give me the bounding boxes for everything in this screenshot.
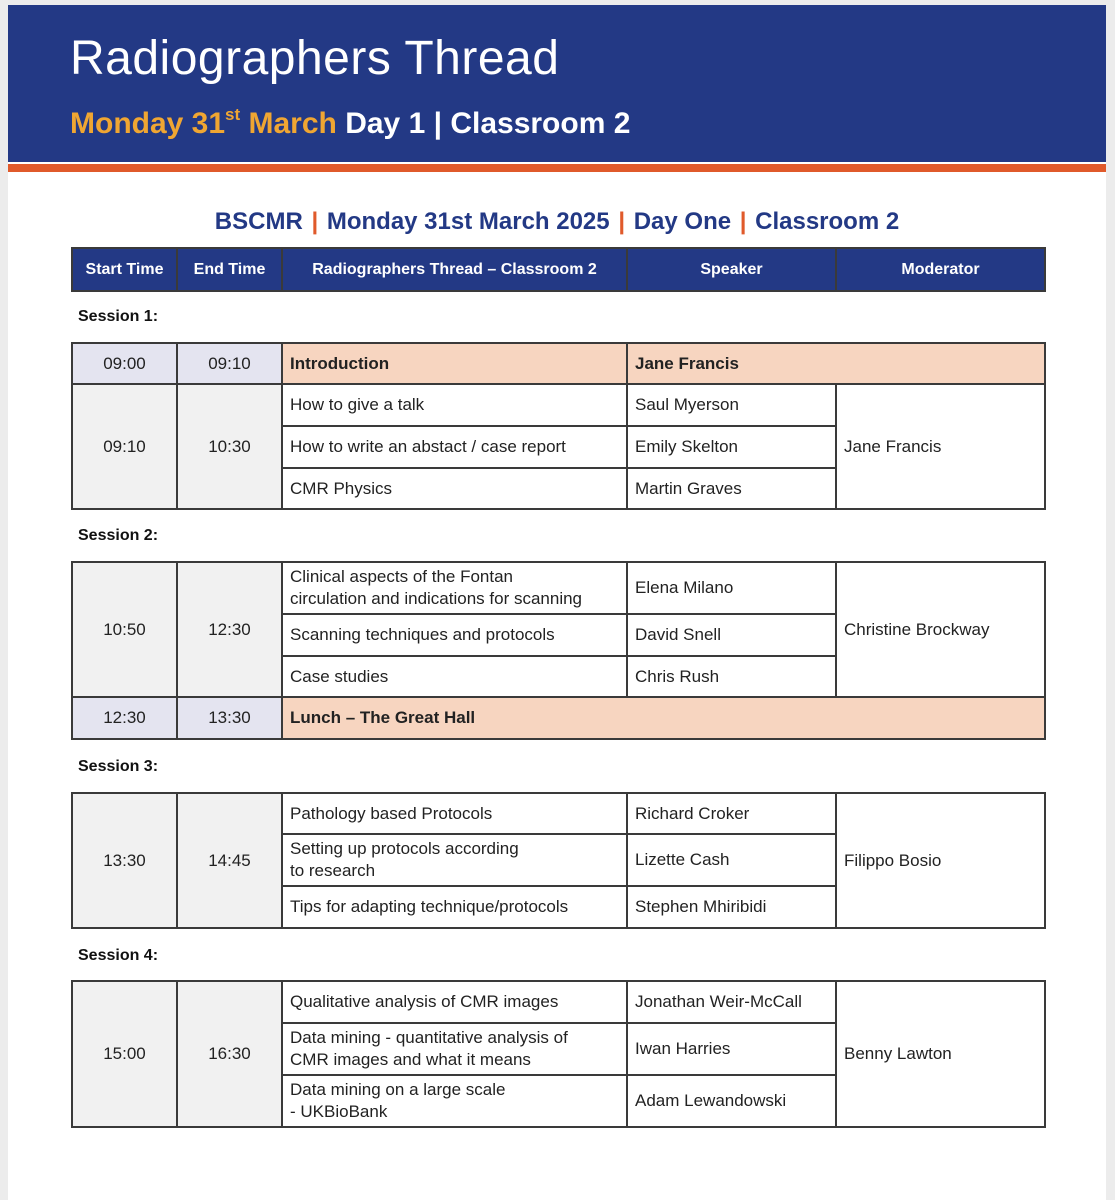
table-row: 13:30 14:45 Pathology based Protocols Richard Croker Filippo Bosio bbox=[72, 793, 1045, 834]
session-4-label: Session 4: bbox=[78, 947, 159, 964]
banner-title: Radiographers Thread bbox=[70, 32, 560, 85]
session-3-label: Session 3: bbox=[78, 758, 159, 775]
col-speaker: Speaker bbox=[627, 248, 836, 291]
banner-subtitle bbox=[70, 105, 630, 141]
col-end-time: End Time bbox=[177, 248, 282, 291]
table-row: Data mining on a large scale - UKBioBank Adam Lewandowski bbox=[72, 1075, 1045, 1127]
programme-page bbox=[8, 5, 1106, 1200]
col-moderator: Moderator bbox=[836, 248, 1045, 291]
moderator-cell: Filippo Bosio bbox=[836, 793, 1045, 928]
session-4-table bbox=[71, 980, 1046, 1128]
banner-date: Monday 31st March bbox=[70, 105, 337, 140]
table-row: 09:00 09:10 Introduction Jane Francis bbox=[72, 343, 1045, 384]
moderator-cell: Jane Francis bbox=[836, 384, 1045, 509]
header-banner bbox=[8, 5, 1106, 162]
schedule-header bbox=[71, 247, 1046, 292]
session-1-table bbox=[71, 342, 1046, 510]
table-row: CMR Physics Martin Graves bbox=[72, 468, 1045, 509]
moderator-cell: Benny Lawton bbox=[836, 981, 1045, 1127]
session-2-label: Session 2: bbox=[78, 527, 159, 544]
banner-stripe bbox=[8, 164, 1106, 172]
table-row: 10:50 12:30 Clinical aspects of the Fontan circulation and indications for scanning Elena Milano Christine Brockway bbox=[72, 562, 1045, 614]
col-thread: Radiographers Thread – Classroom 2 bbox=[282, 248, 627, 291]
session-2-table bbox=[71, 561, 1046, 740]
table-row: 15:00 16:30 Qualitative analysis of CMR images Jonathan Weir-McCall Benny Lawton bbox=[72, 981, 1045, 1023]
table-row: 09:10 10:30 How to give a talk Saul Myerson Jane Francis bbox=[72, 384, 1045, 426]
col-start-time: Start Time bbox=[72, 248, 177, 291]
session-3-table bbox=[71, 792, 1046, 929]
table-row: Scanning techniques and protocols David Snell bbox=[72, 614, 1045, 656]
table-row: Setting up protocols according to research Lizette Cash bbox=[72, 834, 1045, 886]
table-row: Data mining - quantitative analysis of CMR images and what it means Iwan Harries bbox=[72, 1023, 1045, 1075]
moderator-cell: Christine Brockway bbox=[836, 562, 1045, 697]
banner-day-room: Day 1 | Classroom 2 bbox=[336, 107, 631, 140]
table-row: Case studies Chris Rush bbox=[72, 656, 1045, 697]
table-row: Tips for adapting technique/protocols Stephen Mhiribidi bbox=[72, 886, 1045, 928]
table-row: How to write an abstact / case report Emily Skelton bbox=[72, 426, 1045, 468]
schedule-heading: BSCMR | Monday 31st March 2025 | Day One | Classroom 2 bbox=[214, 208, 900, 235]
table-row-lunch: 12:30 13:30 Lunch – The Great Hall bbox=[72, 697, 1045, 739]
session-1-label: Session 1: bbox=[78, 308, 159, 325]
